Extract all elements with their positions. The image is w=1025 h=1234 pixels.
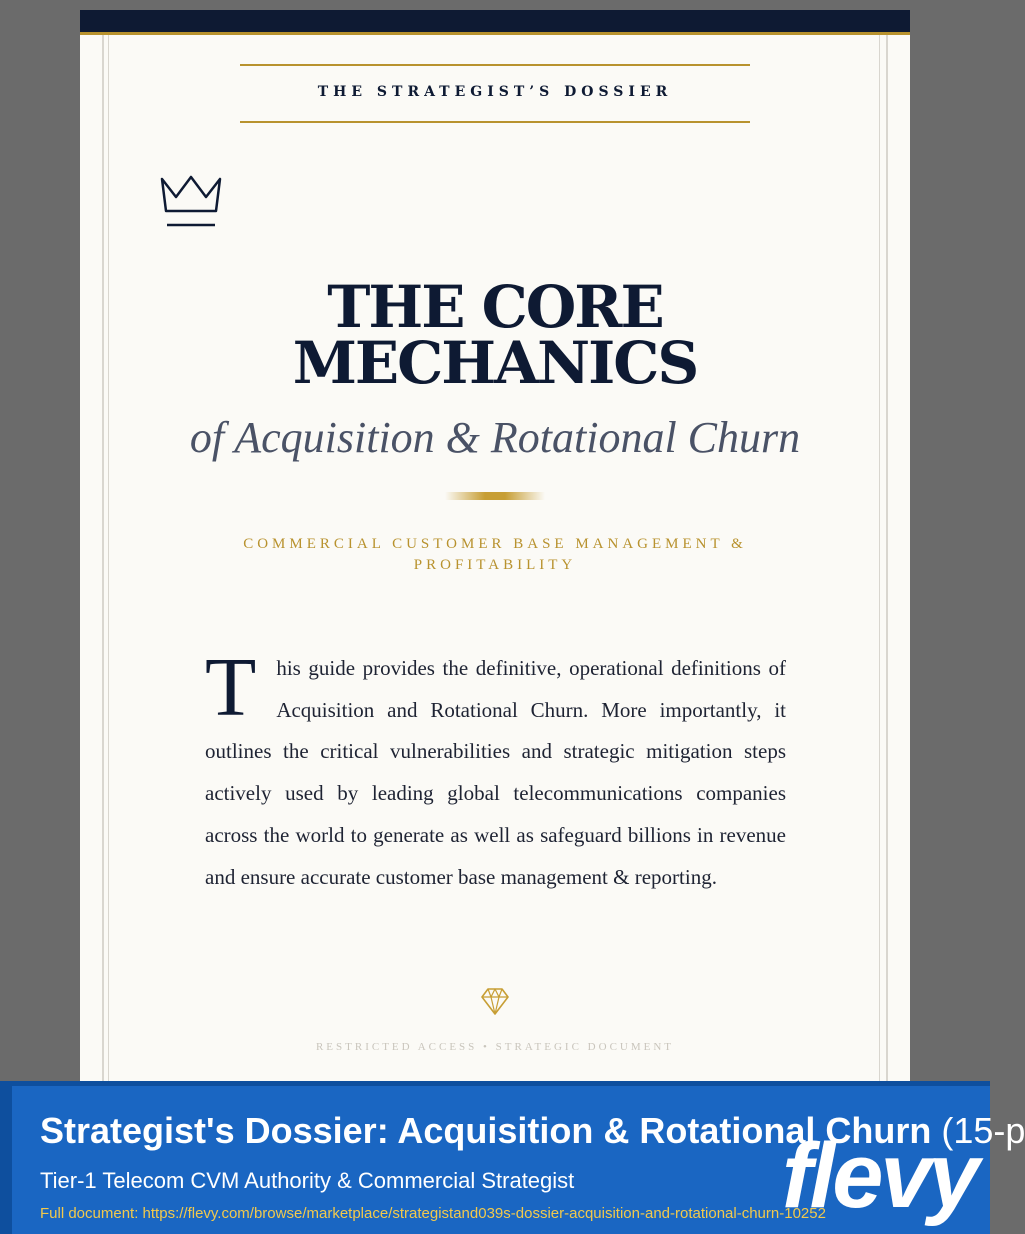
footer-label: RESTRICTED ACCESS • STRATEGIC DOCUMENT [315, 1041, 675, 1053]
intro-paragraph [205, 641, 786, 898]
banner-author: Tier-1 Telecom CVM Authority & Commercial Strategist [40, 1168, 575, 1193]
section-label: COMMERCIAL CUSTOMER BASE MANAGEMENT & PROFITABILITY [243, 536, 747, 573]
flevy-banner [0, 1081, 1025, 1234]
top-bar [80, 10, 910, 35]
banner-page-count: (15-p [941, 1110, 1025, 1151]
intro-text: his guide provides the definitive, operational definitions of Acquisition and Rotational Churn. More importantly, it outlines the critical vulnerabilities and strategic mitigation steps actively used by leading global telecommunications companies across the world to generate as well as safeguard billions in revenue and ensure accurate customer base management & reporting. [205, 656, 786, 889]
header-rule-top [240, 64, 750, 66]
banner-title-text: Strategist's Dossier: Acquisition & Rotational Churn [40, 1110, 932, 1151]
subtitle: of Acquisition & Rotational Churn [189, 413, 801, 462]
crown-icon [158, 173, 224, 229]
banner-link[interactable]: Full document: https://flevy.com/browse/marketplace/strategistand039s-dossier-acquisition-and-rotational-churn-10252 [40, 1205, 826, 1222]
title-line-2: MECHANICS [292, 329, 698, 397]
document-page [80, 10, 910, 1082]
drop-cap: T [205, 641, 257, 734]
gold-divider [445, 492, 545, 500]
title-line-1: THE CORE [327, 273, 663, 341]
diamond-icon [480, 986, 510, 1016]
header-rule-bottom [240, 121, 750, 123]
dossier-header: THE STRATEGIST’S DOSSIER [317, 84, 673, 100]
flevy-logo[interactable]: flevy [782, 1125, 977, 1227]
